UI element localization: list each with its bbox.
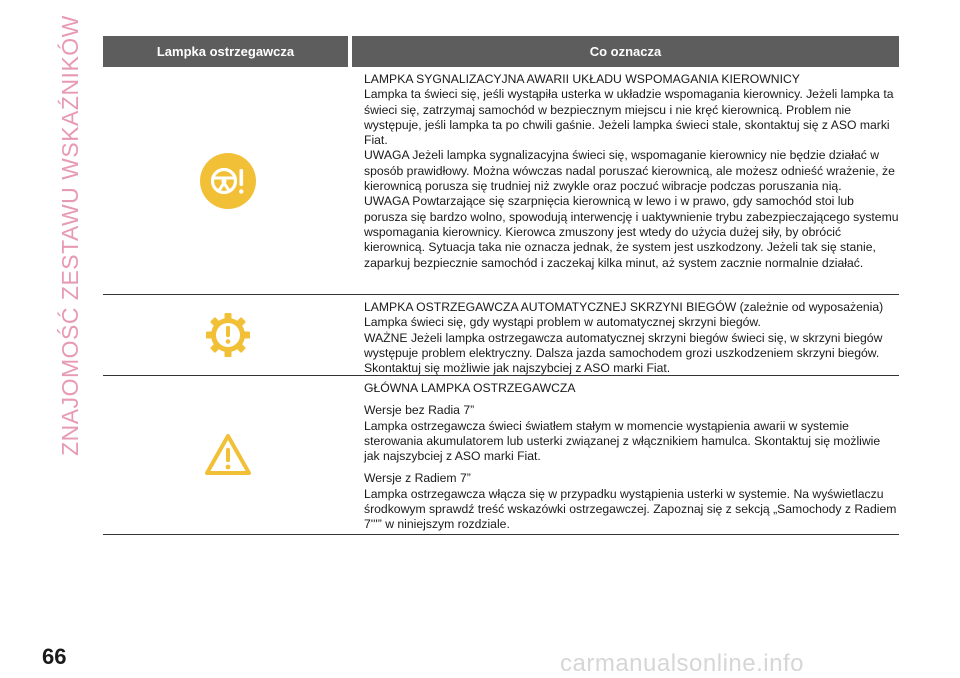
chapter-side-title-text: ZNAJOMOŚĆ ZESTAWU WSKAŹNIKÓW [56,14,83,456]
description-cell [352,295,899,375]
icon-cell [103,295,352,375]
description-cell [352,376,899,534]
table-row [103,295,899,376]
icon-cell [103,67,352,294]
table-row [103,67,899,295]
description-note: UWAGA Jeżeli lampka sygnalizacyjna świeci się, wspomaganie kierownicy nie będzie działać w sposób prawidłowy. Można wówczas nadal poruszać kierownicą, ale możesz odnieść wrażenie, że kierownicą porusza się trudniej niż zwykle oraz poczuć wibracje podczas poruszania nią. [364,148,895,194]
description-text: Lampka ostrzegawcza świeci światłem stałym w momencie wystąpienia awarii w systemie sterowania akumulatorem lub usterki związanej z włącznikiem hamulca. Skontaktuj się możliwie jak najszybciej z ASO marki Fiat. [364,418,881,464]
description-text: Lampka świeci się, gdy wystąpi problem w automatycznej skrzyni biegów. [364,315,761,330]
icon-cell [103,376,352,534]
description-title: LAMPKA OSTRZEGAWCZA AUTOMATYCZNEJ SKRZYNI BIEGÓW (zależnie od wyposażenia) [364,300,884,314]
warning-lights-table [103,36,899,535]
description-note: UWAGA Powtarzające się szarpnięcia kierownicą w lewo i w prawo, gdy samochód stoi lub porusza się bardzo wolno, spowodują interwencję i uaktywnienie trybu zabezpieczającego systemu wspomagania kierownicy. Kierowca zmuszony jest wtedy do użycia dużej siły, by obrócić kierownicą. Sytuacja taka nie oznacza jednak, że system jest uszkodzony. Jeżeli tak się stanie, zaparkuj bezpiecznie samochód i zaczekaj kilka minut, aż system zacznie normalnie działać. [364,194,899,270]
version-heading: Wersje bez Radia 7” [364,403,475,418]
watermark: carmanualsonline.info [560,650,804,677]
chapter-side-title [52,14,88,456]
description-text: Lampka ta świeci się, jeśli wystąpiła usterka w układzie wspomagania kierownicy. Jeżeli lampka ta świeci się, zatrzymaj samochód w bezpiecznym miejscu i nie kręć kierownicą. Problem nie występuje, jeśli lampka ta po chwili gaśnie. Jeżeli lampka świeci stale, skontaktuj się z ASO marki Fiat. [364,87,894,148]
general-warning-triangle-icon [204,433,252,477]
power-steering-warning-icon [199,152,257,210]
table-header [103,36,899,67]
description-cell [352,67,899,294]
header-meaning: Co oznacza [352,36,899,67]
page-number: 66 [42,644,67,669]
description-note: WAŻNE Jeżeli lampka ostrzegawcza automatycznej skrzyni biegów świeci się, w skrzyni biegów występuje problem elektryczny. Dalsza jazda samochodem grozi uszkodzeniem skrzyni biegów. Skontaktuj się możliwie jak najszybciej z ASO marki Fiat. [364,330,883,376]
table-row [103,376,899,535]
version-heading: Wersje z Radiem 7” [364,471,471,486]
description-text: Lampka ostrzegawcza włącza się w przypadku wystąpienia usterki w systemie. Na wyświetlaczu środkowym sprawdź treść wskazówki ostrzegawczej. Zapoznaj się z sekcją „Samochody z Radiem 7'''” w niniejszym rozdziale. [364,486,897,532]
automatic-transmission-warning-icon [204,311,252,359]
description-title: LAMPKA SYGNALIZACYJNA AWARII UKŁADU WSPOMAGANIA KIEROWNICY [364,72,800,86]
description-title: GŁÓWNA LAMPKA OSTRZEGAWCZA [364,381,576,395]
header-warning-light: Lampka ostrzegawcza [103,36,348,67]
